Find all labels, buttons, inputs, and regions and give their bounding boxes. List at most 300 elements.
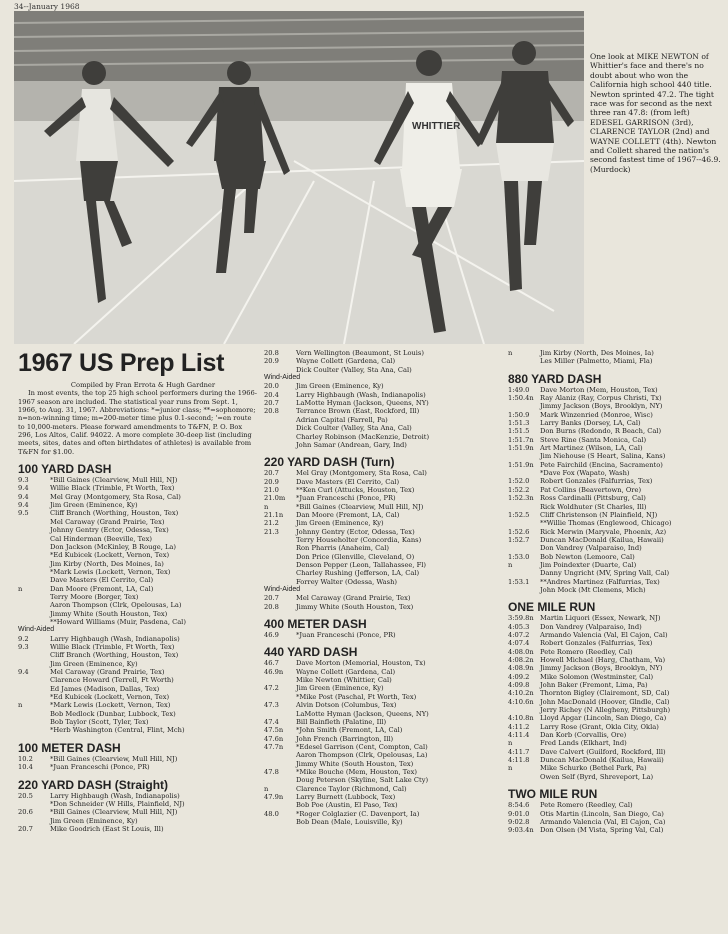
- result-time: 9:02.8: [508, 817, 530, 826]
- result-time: 20.9: [264, 477, 279, 486]
- result-time: [264, 818, 296, 826]
- athlete-name: *Bill Gaines (Clearview, Mull Hill, NJ): [50, 808, 178, 817]
- result-time: 47.4: [264, 717, 279, 726]
- athlete-name: *Juan Franceschi (Ponce, PR): [50, 763, 150, 772]
- result-time: 4:07.2: [508, 630, 530, 639]
- athlete-name: Jim Poindexter (Duarte, Cal): [540, 560, 637, 569]
- result-time: 9:01.0: [508, 809, 530, 818]
- result-time: 9.5: [18, 509, 29, 518]
- result-row: [264, 668, 508, 676]
- athlete-name: Johnny Gentry (Ector, Odessa, Tex): [50, 526, 169, 535]
- athlete-name: Cliff Branch (Worthing, Houston, Tex): [50, 509, 179, 518]
- result-row: [508, 810, 726, 818]
- athlete-name: Bob Dean (Male, Louisville, Ky): [296, 817, 403, 826]
- result-row: [508, 528, 726, 536]
- event-block: [264, 455, 508, 611]
- result-time: [508, 357, 540, 365]
- athlete-name: Dan Moore (Fremont, LA, Cal): [296, 510, 400, 519]
- athlete-name: Terry Moore (Borger, Tex): [50, 592, 139, 601]
- result-row: [18, 543, 258, 551]
- result-row: [18, 560, 258, 568]
- result-time: 20.4: [264, 390, 279, 399]
- result-row: [264, 349, 508, 357]
- result-row: [18, 693, 258, 701]
- athlete-name: Jim Green (Eminence, Ky): [296, 382, 384, 391]
- result-row: [508, 544, 726, 552]
- result-time: [508, 586, 540, 594]
- result-row: [508, 486, 726, 494]
- result-time: 9:03.4n: [508, 826, 534, 835]
- result-row: [508, 639, 726, 647]
- athlete-name: Don Jackson (McKinley, B Rouge, La): [50, 542, 176, 551]
- race-photo-illustration: [14, 11, 584, 344]
- result-time: [264, 561, 296, 569]
- athlete-name: **Andres Martinez (Falfurrias, Tex): [540, 577, 660, 586]
- result-time: 20.7: [18, 824, 33, 833]
- athlete-name: Owen Self (Byrd, Shreveport, La): [540, 772, 654, 781]
- result-row: [18, 610, 258, 618]
- result-time: 9.4: [18, 484, 29, 493]
- result-time: 47.2: [264, 684, 279, 693]
- result-time: 21.0: [264, 485, 279, 494]
- event-block: [18, 462, 258, 735]
- result-time: [264, 536, 296, 544]
- result-time: 1:53.0: [508, 552, 530, 561]
- athlete-name: *Mike Post (Paschal, Ft Worth, Tex): [296, 692, 417, 701]
- column-2: [264, 349, 508, 826]
- athlete-name: *Bill Gaines (Clearview, Mull Hill, NJ): [50, 476, 178, 485]
- intro-text: [18, 381, 258, 456]
- athlete-name: Armando Valencia (Val, El Cajon, Ca): [540, 817, 666, 826]
- result-time: 9.4: [18, 668, 29, 677]
- result-time: [18, 526, 50, 534]
- result-time: 20.5: [18, 791, 33, 800]
- result-time: [18, 618, 50, 626]
- athlete-name: Art Martinez (Wilson, LA, Cal): [540, 444, 643, 453]
- result-row: [264, 659, 508, 667]
- result-time: [18, 710, 50, 718]
- result-time: [264, 424, 296, 432]
- athlete-name: Larry Rose (Grant, Okla City, Okla): [540, 722, 659, 731]
- result-time: [264, 433, 296, 441]
- result-time: [264, 366, 296, 374]
- athlete-name: Jim Kirby (North, Des Moines, Ia): [50, 559, 164, 568]
- result-row: [508, 444, 726, 452]
- result-time: 1:51.9n: [508, 444, 534, 453]
- result-row: [264, 424, 508, 432]
- athlete-name: Otis Martin (Lincoln, San Diego, Ca): [540, 809, 664, 818]
- athlete-name: Willie Black (Trimble, Ft Worth, Tex): [50, 643, 175, 652]
- event-title: TWO MILE RUN: [508, 787, 598, 802]
- athlete-name: Jim Green (Eminence, Ky): [50, 816, 138, 825]
- athlete-name: *Mike Bouche (Mem, Houston, Tex): [296, 767, 418, 776]
- result-row: [508, 714, 726, 722]
- event-block: [264, 645, 508, 826]
- result-time: 47.5n: [264, 726, 284, 735]
- athlete-name: Jim Green (Eminence, Ky): [296, 684, 384, 693]
- result-row: [18, 651, 258, 659]
- result-time: 48.0: [264, 809, 279, 818]
- athlete-name: Mel Caraway (Grand Prairie, Tex): [50, 517, 165, 526]
- result-time: 4:09.8: [508, 681, 530, 690]
- athlete-name: Charley Rushing (Jefferson, LA, Cal): [296, 569, 420, 578]
- athlete-name: Dick Coulter (Valley, Sta Ana, Cal): [296, 365, 412, 374]
- athlete-name: Dan Korb (Corvallis, Ore): [540, 731, 627, 740]
- athlete-name: Duncan MacDonald (Kailua, Hawaii): [540, 756, 664, 765]
- result-row: [264, 743, 508, 751]
- result-row: [18, 718, 258, 726]
- result-time: 9.3: [18, 643, 29, 652]
- athlete-name: Mel Caraway (Grand Prairie, Tex): [296, 594, 411, 603]
- result-time: [18, 601, 50, 609]
- athlete-name: Dave Calvert (Guilford, Rockford, Ill): [540, 747, 666, 756]
- result-time: [18, 676, 50, 684]
- result-row: [264, 486, 508, 494]
- athlete-name: Doug Peterson (Skyline, Salt Lake Cty): [296, 776, 429, 785]
- result-time: [264, 710, 296, 718]
- result-time: 1:52.6: [508, 527, 530, 536]
- result-time: 3:59.8n: [508, 614, 534, 623]
- result-time: 1:50.4n: [508, 394, 534, 403]
- result-time: 21.0m: [264, 494, 286, 503]
- result-row: [508, 436, 726, 444]
- event-block: [18, 741, 258, 772]
- athlete-name: Jim Kirby (North, Des Moines, Ia): [540, 349, 654, 357]
- result-time: [18, 726, 50, 734]
- athlete-name: Mel Gray (Montgomery, Sta Rosa, Cal): [50, 492, 181, 501]
- column-3: [508, 349, 726, 835]
- result-row: [264, 553, 508, 561]
- athlete-name: Dave Masters (El Cerrito, Cal): [50, 576, 154, 585]
- result-row: [18, 601, 258, 609]
- result-row: [264, 433, 508, 441]
- result-time: 21.3: [264, 527, 279, 536]
- result-row: [264, 710, 508, 718]
- result-time: 1:52.5: [508, 510, 530, 519]
- athlete-name: Larry Highbaugh (Wash, Indianapolis): [50, 634, 180, 643]
- result-time: [264, 751, 296, 759]
- result-row: [508, 739, 726, 747]
- result-row: [18, 660, 258, 668]
- athlete-name: Ron Pharris (Anaheim, Cal): [296, 544, 389, 553]
- result-row: [18, 526, 258, 534]
- athlete-name: *Mark Lewis (Lockett, Vernon, Tex): [50, 567, 171, 576]
- athlete-name: Fred Lands (Elkhart, Ind): [540, 739, 627, 748]
- result-time: [18, 576, 50, 584]
- athlete-name: Jim Green (Eminence, Ky): [50, 659, 138, 668]
- result-time: 20.9: [264, 357, 279, 366]
- athlete-name: Mike Goodrich (East St Louis, Ill): [50, 824, 164, 833]
- athlete-name: Larry Burnett (Lubbock, Tex): [296, 792, 396, 801]
- athlete-name: Terry Householter (Concordia, Kans): [296, 535, 422, 544]
- result-time: 1:50.9: [508, 410, 530, 419]
- result-row: [508, 623, 726, 631]
- result-time: 20.7: [264, 594, 279, 603]
- result-time: [264, 776, 296, 784]
- result-row: [264, 366, 508, 374]
- result-time: 20.8: [264, 349, 279, 357]
- result-time: 4:10.8n: [508, 714, 534, 723]
- result-row: [508, 664, 726, 672]
- result-time: [18, 685, 50, 693]
- result-row: [508, 553, 726, 561]
- result-time: 4:05.3: [508, 622, 530, 631]
- jersey-lettering: WHITTIER: [412, 121, 461, 132]
- result-row: [508, 402, 726, 410]
- result-time: 47.6n: [264, 734, 284, 743]
- result-row: [264, 768, 508, 776]
- result-row: [508, 698, 726, 706]
- athlete-name: **Howard Williams (Muir, Pasdena, Cal): [50, 617, 186, 626]
- result-time: 4:10.2n: [508, 689, 534, 698]
- result-row: [508, 578, 726, 586]
- result-row: [264, 676, 508, 684]
- athlete-name: Mike Schurko (Bethel Park, Pa): [540, 764, 647, 773]
- athlete-name: LaMotte Hyman (Jackson, Queens, NY): [296, 709, 429, 718]
- athlete-name: Aaron Thompson (Clrk, Opelousas, La): [296, 751, 428, 760]
- athlete-name: Ed James (Madison, Dallas, Tex): [50, 684, 160, 693]
- result-time: [18, 693, 50, 701]
- athlete-name: Bob Newton (Lemoore, Cal): [540, 552, 635, 561]
- event-block: [264, 349, 508, 449]
- result-row: [508, 764, 726, 772]
- result-time: 21.2: [264, 519, 279, 528]
- athlete-name: Mike Newton (Whittier, Cal): [296, 676, 392, 685]
- result-row: [508, 469, 726, 477]
- athlete-name: Willie Black (Trimble, Ft Worth, Tex): [50, 484, 175, 493]
- result-row: [508, 818, 726, 826]
- result-time: 1:51.7n: [508, 435, 534, 444]
- result-time: 47.7n: [264, 742, 284, 751]
- event-block: [18, 778, 258, 834]
- event-title: 400 METER DASH: [264, 617, 367, 632]
- result-row: [264, 751, 508, 759]
- result-row: [508, 411, 726, 419]
- result-row: [264, 684, 508, 692]
- athlete-name: Dave Masters (El Cerrito, Cal): [296, 477, 400, 486]
- result-time: 9.3: [18, 476, 29, 485]
- result-time: [18, 610, 50, 618]
- page-title: 1967 US Prep List: [18, 349, 225, 377]
- result-row: [18, 568, 258, 576]
- wind-aided-label: Wind-Aided: [264, 374, 301, 382]
- athlete-name: *Juan Franceschi (Ponce, PR): [296, 494, 396, 503]
- result-time: n: [508, 349, 513, 357]
- result-row: [264, 391, 508, 399]
- result-row: [264, 469, 508, 477]
- result-row: [264, 519, 508, 527]
- result-row: [18, 576, 258, 584]
- athlete-name: Larry Highbaugh (Wash, Indianapolis): [50, 791, 180, 800]
- result-row: [264, 793, 508, 801]
- result-time: 4:10.6n: [508, 697, 534, 706]
- result-time: [508, 402, 540, 410]
- intro-credit: Compiled by Fran Errota & Hugh Gardner: [70, 381, 216, 389]
- result-row: [264, 735, 508, 743]
- athlete-name: *Bill Gaines (Clearview, Mull Hill, NJ): [296, 502, 424, 511]
- result-row: [264, 441, 508, 449]
- result-time: n: [18, 584, 23, 593]
- athlete-name: Dan Moore (Fremont, LA, Cal): [50, 584, 154, 593]
- result-row: [264, 407, 508, 415]
- result-time: 1:51.5: [508, 427, 530, 436]
- wind-aided-label: Wind-Aided: [18, 626, 55, 634]
- result-row: [18, 593, 258, 601]
- event-block: [508, 372, 726, 595]
- athlete-name: *Herb Washington (Central, Flint, Mch): [50, 726, 185, 735]
- result-time: [264, 569, 296, 577]
- athlete-name: Jerry Richey (N Allegheny, Pittsburgh): [540, 706, 671, 715]
- result-row: [264, 478, 508, 486]
- result-row: [18, 825, 258, 833]
- result-row: [18, 792, 258, 800]
- result-time: [18, 560, 50, 568]
- athlete-name: Jimmy Jackson (Boys, Brooklyn, NY): [540, 402, 663, 411]
- athlete-name: Wayne Collett (Gardena, Cal): [296, 667, 396, 676]
- result-row: [508, 569, 726, 577]
- result-time: [264, 441, 296, 449]
- result-row: [264, 631, 508, 639]
- result-row: [508, 586, 726, 594]
- athlete-name: Clarence Howard (Terrell, Ft Worth): [50, 676, 174, 685]
- result-time: [264, 801, 296, 809]
- result-row: [508, 427, 726, 435]
- result-time: [18, 800, 50, 808]
- result-time: [18, 568, 50, 576]
- result-row: [508, 648, 726, 656]
- result-time: [508, 706, 540, 714]
- result-row: [264, 810, 508, 818]
- result-time: [18, 651, 50, 659]
- athlete-name: Jimmy White (South Houston, Tex): [50, 609, 168, 618]
- result-time: [508, 503, 540, 511]
- result-time: [18, 518, 50, 526]
- result-time: 4:08.9n: [508, 664, 534, 673]
- result-row: [18, 808, 258, 816]
- result-time: 47.9n: [264, 792, 284, 801]
- athlete-name: Charley Robinson (MacKenzie, Detroit): [296, 432, 430, 441]
- event-block: [508, 787, 726, 834]
- result-time: 21.1n: [264, 510, 284, 519]
- result-row: [508, 536, 726, 544]
- result-row: [264, 494, 508, 502]
- athlete-name: Wayne Collett (Gardena, Cal): [296, 357, 396, 366]
- result-row: [508, 631, 726, 639]
- result-time: 20.6: [18, 808, 33, 817]
- result-row: [264, 536, 508, 544]
- result-time: n: [264, 502, 269, 511]
- result-row: [508, 773, 726, 781]
- result-row: [18, 493, 258, 501]
- result-time: 47.8: [264, 767, 279, 776]
- result-time: [508, 519, 540, 527]
- result-row: [18, 685, 258, 693]
- result-row: [508, 681, 726, 689]
- result-row: [18, 518, 258, 526]
- result-time: 10.4: [18, 763, 33, 772]
- result-row: [18, 726, 258, 734]
- wind-aided-label: Wind-Aided: [264, 586, 301, 593]
- athlete-name: *Ed Kubicek (Lockett, Vernon, Tex): [50, 551, 170, 560]
- athlete-name: Thornton Bigley (Clairemont, SD, Cal): [540, 689, 670, 698]
- result-row: [18, 551, 258, 559]
- result-time: [264, 693, 296, 701]
- result-time: 46.9n: [264, 667, 284, 676]
- result-row: [18, 484, 258, 492]
- result-row: [264, 511, 508, 519]
- athlete-name: Clarence Taylor (Richmond, Cal): [296, 784, 407, 793]
- result-row: [18, 701, 258, 709]
- result-time: 46.9: [264, 631, 279, 640]
- result-row: [264, 416, 508, 424]
- athlete-name: John MacDonald (Hoover, Glndle, Cal): [540, 697, 670, 706]
- result-row: [508, 656, 726, 664]
- result-row: [18, 635, 258, 643]
- result-time: n: [264, 784, 269, 793]
- result-row: [264, 578, 508, 586]
- athlete-name: Robert Gonzales (Falfurrias, Tex): [540, 477, 653, 486]
- result-row: [264, 399, 508, 407]
- result-row: [508, 673, 726, 681]
- result-row: [264, 785, 508, 793]
- result-time: 4:07.4: [508, 639, 530, 648]
- athlete-name: *Don Schneider (W Hills, Plainfield, NJ): [50, 799, 185, 808]
- athlete-name: Pete Romero (Reedley, Cal): [540, 801, 633, 810]
- result-time: [508, 544, 540, 552]
- result-time: [264, 553, 296, 561]
- result-time: 9.4: [18, 492, 29, 501]
- athlete-name: Jimmy White (South Houston, Tex): [296, 602, 414, 611]
- result-time: 47.3: [264, 701, 279, 710]
- athlete-name: Rick Woldhuter (St Charles, Ill): [540, 502, 647, 511]
- result-row: [508, 614, 726, 622]
- athlete-name: Johnny Gentry (Ector, Odessa, Tex): [296, 527, 415, 536]
- athlete-name: Alvin Dotson (Columbus, Tex): [296, 701, 397, 710]
- athlete-name: Don Burns (Redondo, R Beach, Cal): [540, 427, 662, 436]
- result-time: 4:11.2: [508, 722, 530, 731]
- result-time: 4:08.0n: [508, 647, 534, 656]
- result-row: [508, 801, 726, 809]
- result-row: [508, 561, 726, 569]
- result-row: [264, 603, 508, 611]
- result-time: 20.7: [264, 399, 279, 408]
- result-time: 1:51.3: [508, 419, 530, 428]
- athlete-name: Vern Wellington (Beaumont, St Louis): [296, 349, 424, 357]
- result-row: [508, 756, 726, 764]
- result-row: [264, 776, 508, 784]
- result-row: [264, 726, 508, 734]
- athlete-name: Forrey Walter (Odessa, Wash): [296, 577, 397, 586]
- event-block: [508, 349, 726, 366]
- athlete-name: Don Price (Glenville, Cleveland, O): [296, 552, 415, 561]
- result-time: 4:09.2: [508, 672, 530, 681]
- athlete-name: Dick Coulter (Valley, Sta Ana, Cal): [296, 424, 412, 433]
- athlete-name: *Edesel Garrison (Cent, Compton, Cal): [296, 742, 428, 751]
- athlete-name: Armando Valencia (Val, El Cajon, Cal): [540, 630, 668, 639]
- athlete-name: Pete Fairchild (Encina, Sacramento): [540, 460, 663, 469]
- athlete-name: Cal Hinderman (Beeville, Tex): [50, 534, 152, 543]
- result-row: [18, 643, 258, 651]
- result-time: [18, 718, 50, 726]
- result-row: [18, 763, 258, 771]
- athlete-name: LaMotte Hyman (Jackson, Queens, NY): [296, 399, 429, 408]
- result-row: [18, 755, 258, 763]
- result-time: n: [18, 701, 23, 710]
- result-time: [18, 660, 50, 668]
- result-row: [18, 668, 258, 676]
- result-time: 20.0: [264, 382, 279, 391]
- result-time: 8:54.6: [508, 801, 530, 810]
